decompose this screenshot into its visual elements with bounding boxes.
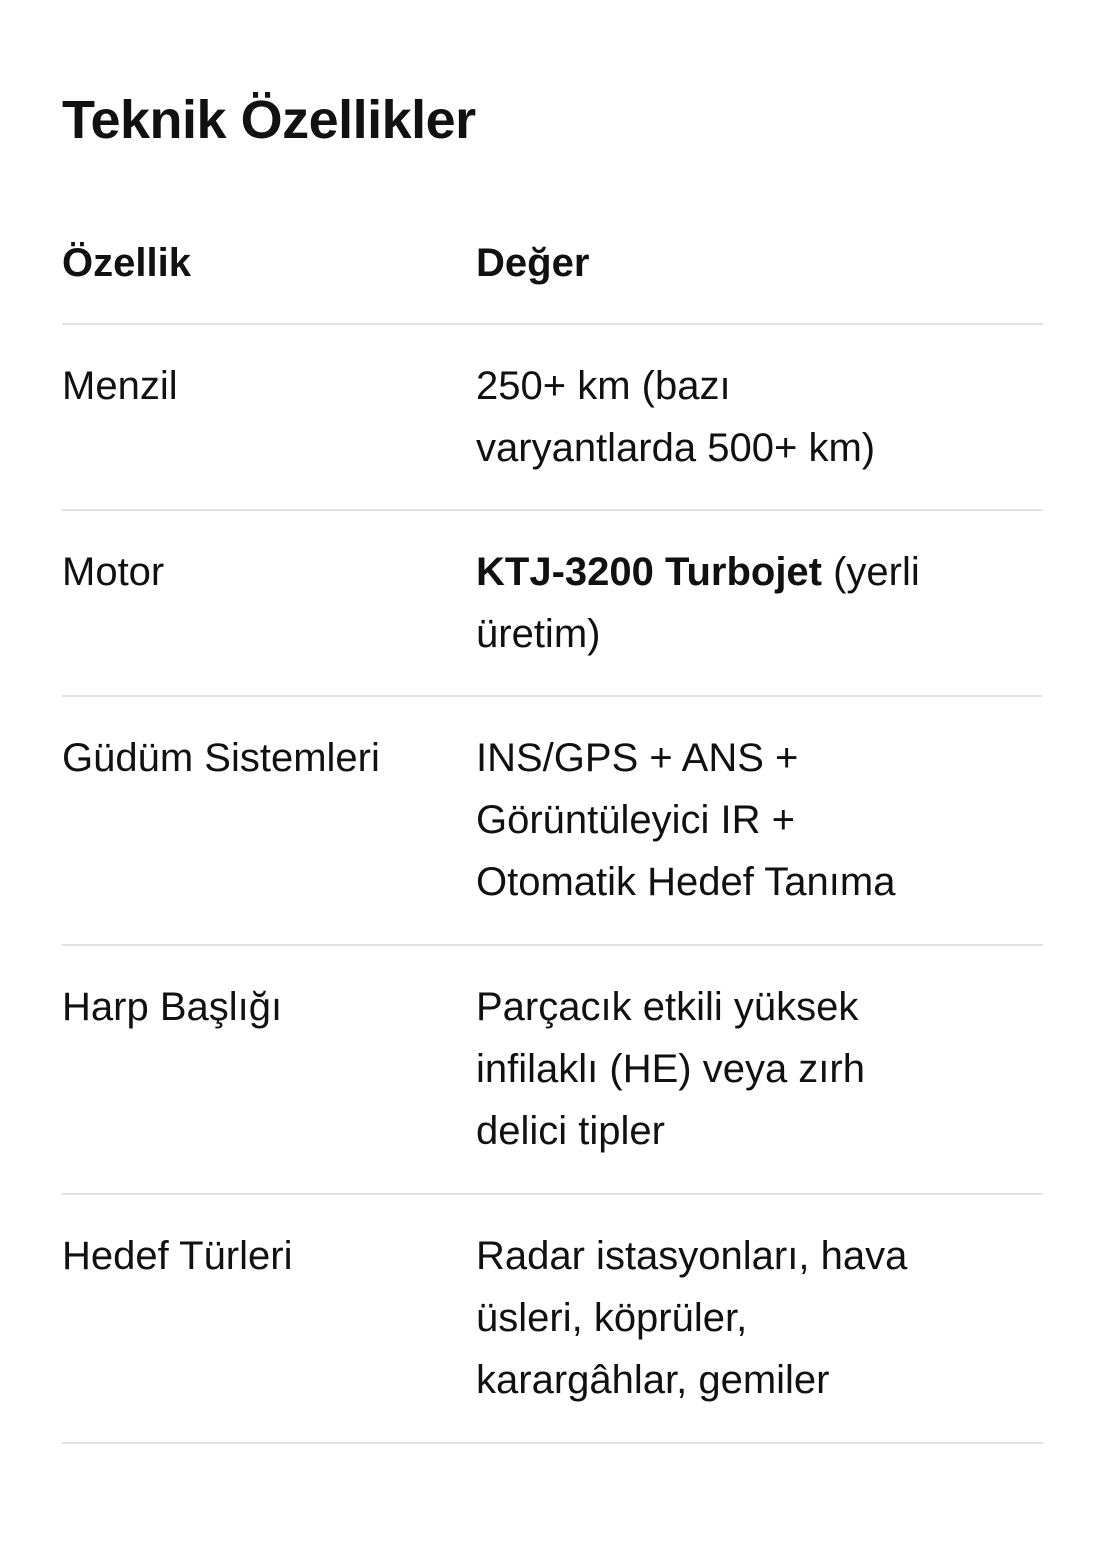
value-line: üretim)	[476, 612, 601, 656]
row-value	[476, 946, 1043, 1193]
row-value	[476, 1195, 1043, 1442]
value-line: Radar istasyonları, hava	[476, 1234, 908, 1278]
column-header-value: Değer	[476, 241, 590, 285]
table-row	[62, 946, 1043, 1195]
row-value	[476, 325, 1043, 509]
table-row	[62, 325, 1043, 511]
value-line: delici tipler	[476, 1109, 665, 1153]
value-line: INS/GPS + ANS +	[476, 736, 799, 780]
value-line: 250+ km (bazı	[476, 364, 731, 408]
table-header-row	[62, 228, 1043, 325]
value-line: karargâhlar, gemiler	[476, 1358, 830, 1402]
engine-model-name: KTJ-3200 Turbojet	[476, 550, 822, 594]
page-title: Teknik Özellikler	[62, 90, 476, 150]
row-key: Motor	[62, 550, 165, 594]
row-key: Güdüm Sistemleri	[62, 736, 380, 780]
row-key: Harp Başlığı	[62, 985, 283, 1029]
column-header-feature: Özellik	[62, 241, 191, 285]
value-line: infilaklı (HE) veya zırh	[476, 1047, 865, 1091]
table-row	[62, 1195, 1043, 1444]
row-key: Hedef Türleri	[62, 1234, 293, 1278]
value-line: varyantlarda 500+ km)	[476, 426, 876, 470]
value-line: Parçacık etkili yüksek	[476, 985, 859, 1029]
value-line: Otomatik Hedef Tanıma	[476, 860, 896, 904]
table-row	[62, 511, 1043, 697]
row-value	[476, 511, 1043, 695]
row-key: Menzil	[62, 364, 178, 408]
spec-table	[62, 228, 1043, 1444]
value-text: (yerli	[822, 550, 920, 594]
value-line: Görüntüleyici IR +	[476, 798, 796, 842]
value-line	[476, 541, 1043, 603]
value-line: üsleri, köprüler,	[476, 1296, 748, 1340]
row-value	[476, 697, 1043, 944]
table-row	[62, 697, 1043, 946]
